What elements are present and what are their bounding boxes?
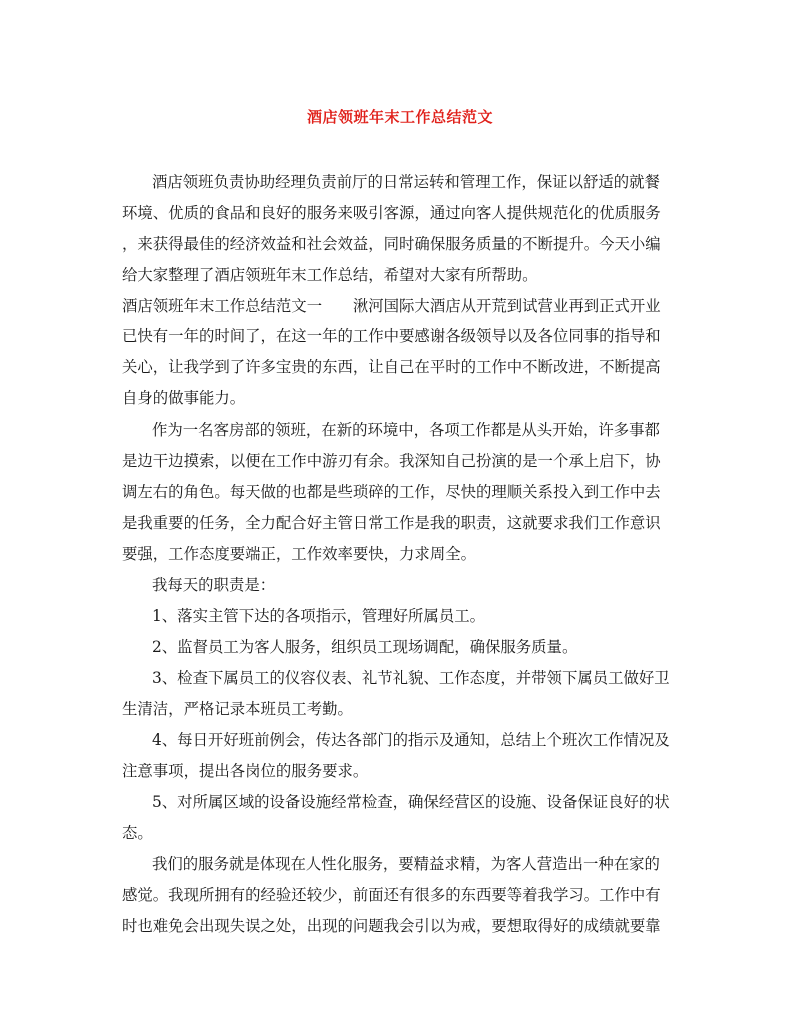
text-line: 1、落实主管下达的各项指示，管理好所属员工。	[152, 607, 485, 625]
text-line: 3、检查下属员工的仪容仪表、礼节礼貌、工作态度，并带领下属员工做好卫	[152, 669, 670, 687]
text-line: 自身的做事能力。	[122, 389, 246, 407]
text-line: 环境、优质的食品和良好的服务来吸引客源，通过向客人提供规范化的优质服务	[122, 204, 661, 222]
text-line: 作为一名客房部的领班，在新的环境中，各项工作都是从头开始，许多事都	[152, 421, 660, 439]
text-line: 是边干边摸索，以便在工作中游刃有余。我深知自己扮演的是一个承上启下，协	[122, 452, 661, 470]
text-line: 我每天的职责是：	[152, 576, 276, 594]
text-line: 时也难免会出现失误之处，出现的问题我会引以为戒，要想取得好的成绩就要靠	[122, 917, 661, 935]
document-title: 酒店领班年末工作总结范文	[306, 108, 493, 126]
text-line: 2、监督员工为客人服务，组织员工现场调配，确保服务质量。	[152, 638, 578, 656]
text-line: 5、对所属区域的设备设施经常检查，确保经营区的设施、设备保证良好的状	[152, 793, 670, 811]
text-line: 给大家整理了酒店领班年末工作总结，希望对大家有所帮助。	[122, 266, 538, 284]
text-line: 生清洁，严格记录本班员工考勤。	[122, 700, 353, 718]
text-line: ，来获得最佳的经济效益和社会效益，同时确保服务质量的不断提升。今天小编	[122, 235, 661, 253]
text-line: 已快有一年的时间了，在这一年的工作中要感谢各级领导以及各位同事的指导和	[122, 327, 661, 345]
text-line: 是我重要的任务，全力配合好主管日常工作是我的职责，这就要求我们工作意识	[122, 514, 661, 532]
text-line: 酒店领班年末工作总结范文一 湫河国际大酒店从开荒到试营业再到正式开业	[122, 297, 661, 315]
text-line: 酒店领班负责协助经理负责前厅的日常运转和管理工作，保证以舒适的就餐	[152, 173, 660, 191]
text-line: 4、每日开好班前例会，传达各部门的指示及通知，总结上个班次工作情况及	[152, 731, 670, 749]
text-line: 注意事项，提出各岗位的服务要求。	[122, 762, 369, 780]
text-line: 态。	[122, 824, 153, 842]
text-line: 关心，让我学到了许多宝贵的东西，让自己在平时的工作中不断改进，不断提高	[122, 358, 661, 376]
text-line: 感觉。我现所拥有的经验还较少，前面还有很多的东西要等着我学习。工作中有	[122, 886, 661, 904]
text-line: 调左右的角色。每天做的也都是些琐碎的工作，尽快的理顺关系投入到工作中去	[122, 483, 661, 501]
text-line: 要强，工作态度要端正，工作效率要快，力求周全。	[122, 545, 476, 563]
text-line: 我们的服务就是体现在人性化服务，要精益求精，为客人营造出一种在家的	[152, 855, 660, 873]
